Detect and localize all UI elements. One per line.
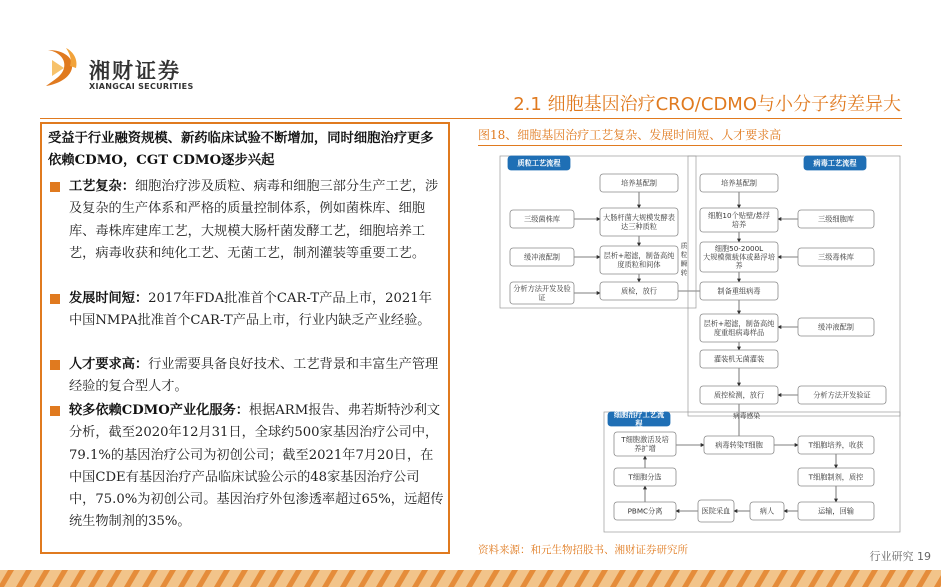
bullet-body: 根据ARM报告、弗若斯特沙利文分析，截至2020年12月31日，全球约500家基因治疗公司中，79.1%的基因治疗公司为初创公司；截至2021年7月20日，在中国CDE有基因治疗产品临床试验公示的48家基因治疗公司中，75.0%为初创公司。基因治疗外包渗透率超过65%，远超传统生物制剂的35%。 [69,403,444,530]
bullet-talent [48,354,444,399]
cell-left-3-label: PBMC分离 [627,506,663,516]
bullet-body: 行业需要具备良好技术、工艺背景和丰富生产管理经验的复合型人才。 [69,357,439,395]
footer-stripe-bar [0,556,941,587]
plasmid-step-1-label: 培养基配制 [621,178,657,188]
virus-step-5-label: 层析+超滤，制备高纯度重组病毒样品 [703,319,775,337]
bullet-square-icon [50,360,60,370]
virus-step-7-label: 质控检测，放行 [713,390,765,400]
plasmid-side-1-label: 三级菌株库 [524,214,560,224]
virus-step-3-label: 细胞50-2000L 大规模微载体或悬浮培养 [703,243,775,271]
plasmid-step-2-label: 大肠杆菌大规模发酵表达三种质粒 [603,213,675,231]
brand-name-en: XIANGCAI SECURITIES [89,82,194,91]
virus-side-4-label: 分析方法开发验证 [813,390,871,400]
left-text-panel [40,122,450,554]
lead-paragraph: 受益于行业融资规模、新药临床试验不断增加，同时细胞治疗更多依赖CDMO，CGT CDMO逐步兴起 [48,131,434,168]
footer-section: 行业研究 [869,550,914,563]
cell-right-3-label: 运输，回输 [818,506,854,516]
virus-side-3-label: 缓冲液配制 [818,322,854,332]
bullet-head: 工艺复杂： [69,179,135,194]
cell-right-2-label: T细胞制剂，质控 [808,472,864,482]
page-title: 2.1 细胞基因治疗CRO/CDMO与小分子药差异大 [513,94,901,115]
plasmid-side-3-label: 分析方法开发及验证 [513,284,571,302]
bullet-square-icon [50,182,60,192]
bullet-short-history [48,288,444,333]
bullet-process-complexity [48,176,444,265]
cell-mid-1-label: 病毒转染T细胞 [715,440,763,450]
bullet-square-icon [50,294,60,304]
virus-side-2-label: 三级毒株库 [818,252,854,262]
figure-divider [478,145,902,146]
cell-left-2-label: T细胞分选 [628,472,662,482]
footer-label [868,547,934,565]
cell-right-1-label: T细胞培养，收获 [808,440,864,450]
bullet-head: 发展时间短： [69,291,149,306]
plasmid-side-2-label: 缓冲液配制 [524,252,560,262]
xiangcai-logo-icon [44,46,80,90]
virus-step-1-label: 培养基配制 [721,178,757,188]
virus-step-4-label: 制备重组病毒 [717,286,761,296]
virus-title-label: 病毒工艺流程 [813,158,857,168]
virus-step-6-label: 灌装机无菌灌装 [713,354,765,364]
plasmid-transfection-label: 质粒瞬转 [680,242,688,277]
cell-mid-3-label: 病人 [759,506,775,516]
plasmid-step-4-label: 质检，放行 [621,286,657,296]
bullet-head: 人才要求高： [69,357,149,372]
bullet-body: 2017年FDA批准首个CAR-T产品上市，2021年中国NMPA批准首个CAR-T产品上市，行业内缺乏产业经验。 [69,291,432,329]
virus-infection-label: 病毒感染 [733,412,761,420]
process-flowchart [476,150,906,540]
cell-left-1-label: T细胞激活及培养扩增 [621,435,669,453]
virus-side-1-label: 三级细胞库 [818,214,854,224]
plasmid-step-3-label: 层析+超滤，制备高纯度质粒和间体 [603,251,675,269]
cell-title-label: 细胞治疗工艺流程 [613,410,665,428]
title-divider [40,118,902,119]
plasmid-title-label: 质粒工艺流程 [517,158,561,168]
virus-step-2-label: 细胞10个贴壁/悬浮培养 [708,211,770,229]
bullet-square-icon [50,406,60,416]
bullet-body: 细胞治疗涉及质粒、病毒和细胞三部分生产工艺，涉及复杂的生产体系和严格的质量控制体系，例如菌株库、细胞库、毒株库建库工艺，大规模大肠杆菌发酵工艺，细胞培养工艺，病毒收获和纯化工艺、无菌工艺，制剂灌装等重要工艺。 [69,179,439,261]
figure-source: 资料来源：和元生物招股书、湘财证券研究所 [478,544,688,556]
figure-caption: 图18、细胞基因治疗工艺复杂、发展时间短、人才要求高 [478,128,782,142]
bullet-cdmo-dependence [48,400,444,534]
brand-name-cn: 湘财证券 [89,59,181,83]
page-number: 19 [917,550,931,563]
bullet-head: 较多依赖CDMO产业化服务： [69,403,249,418]
cell-mid-2-label: 医院采血 [701,506,731,516]
